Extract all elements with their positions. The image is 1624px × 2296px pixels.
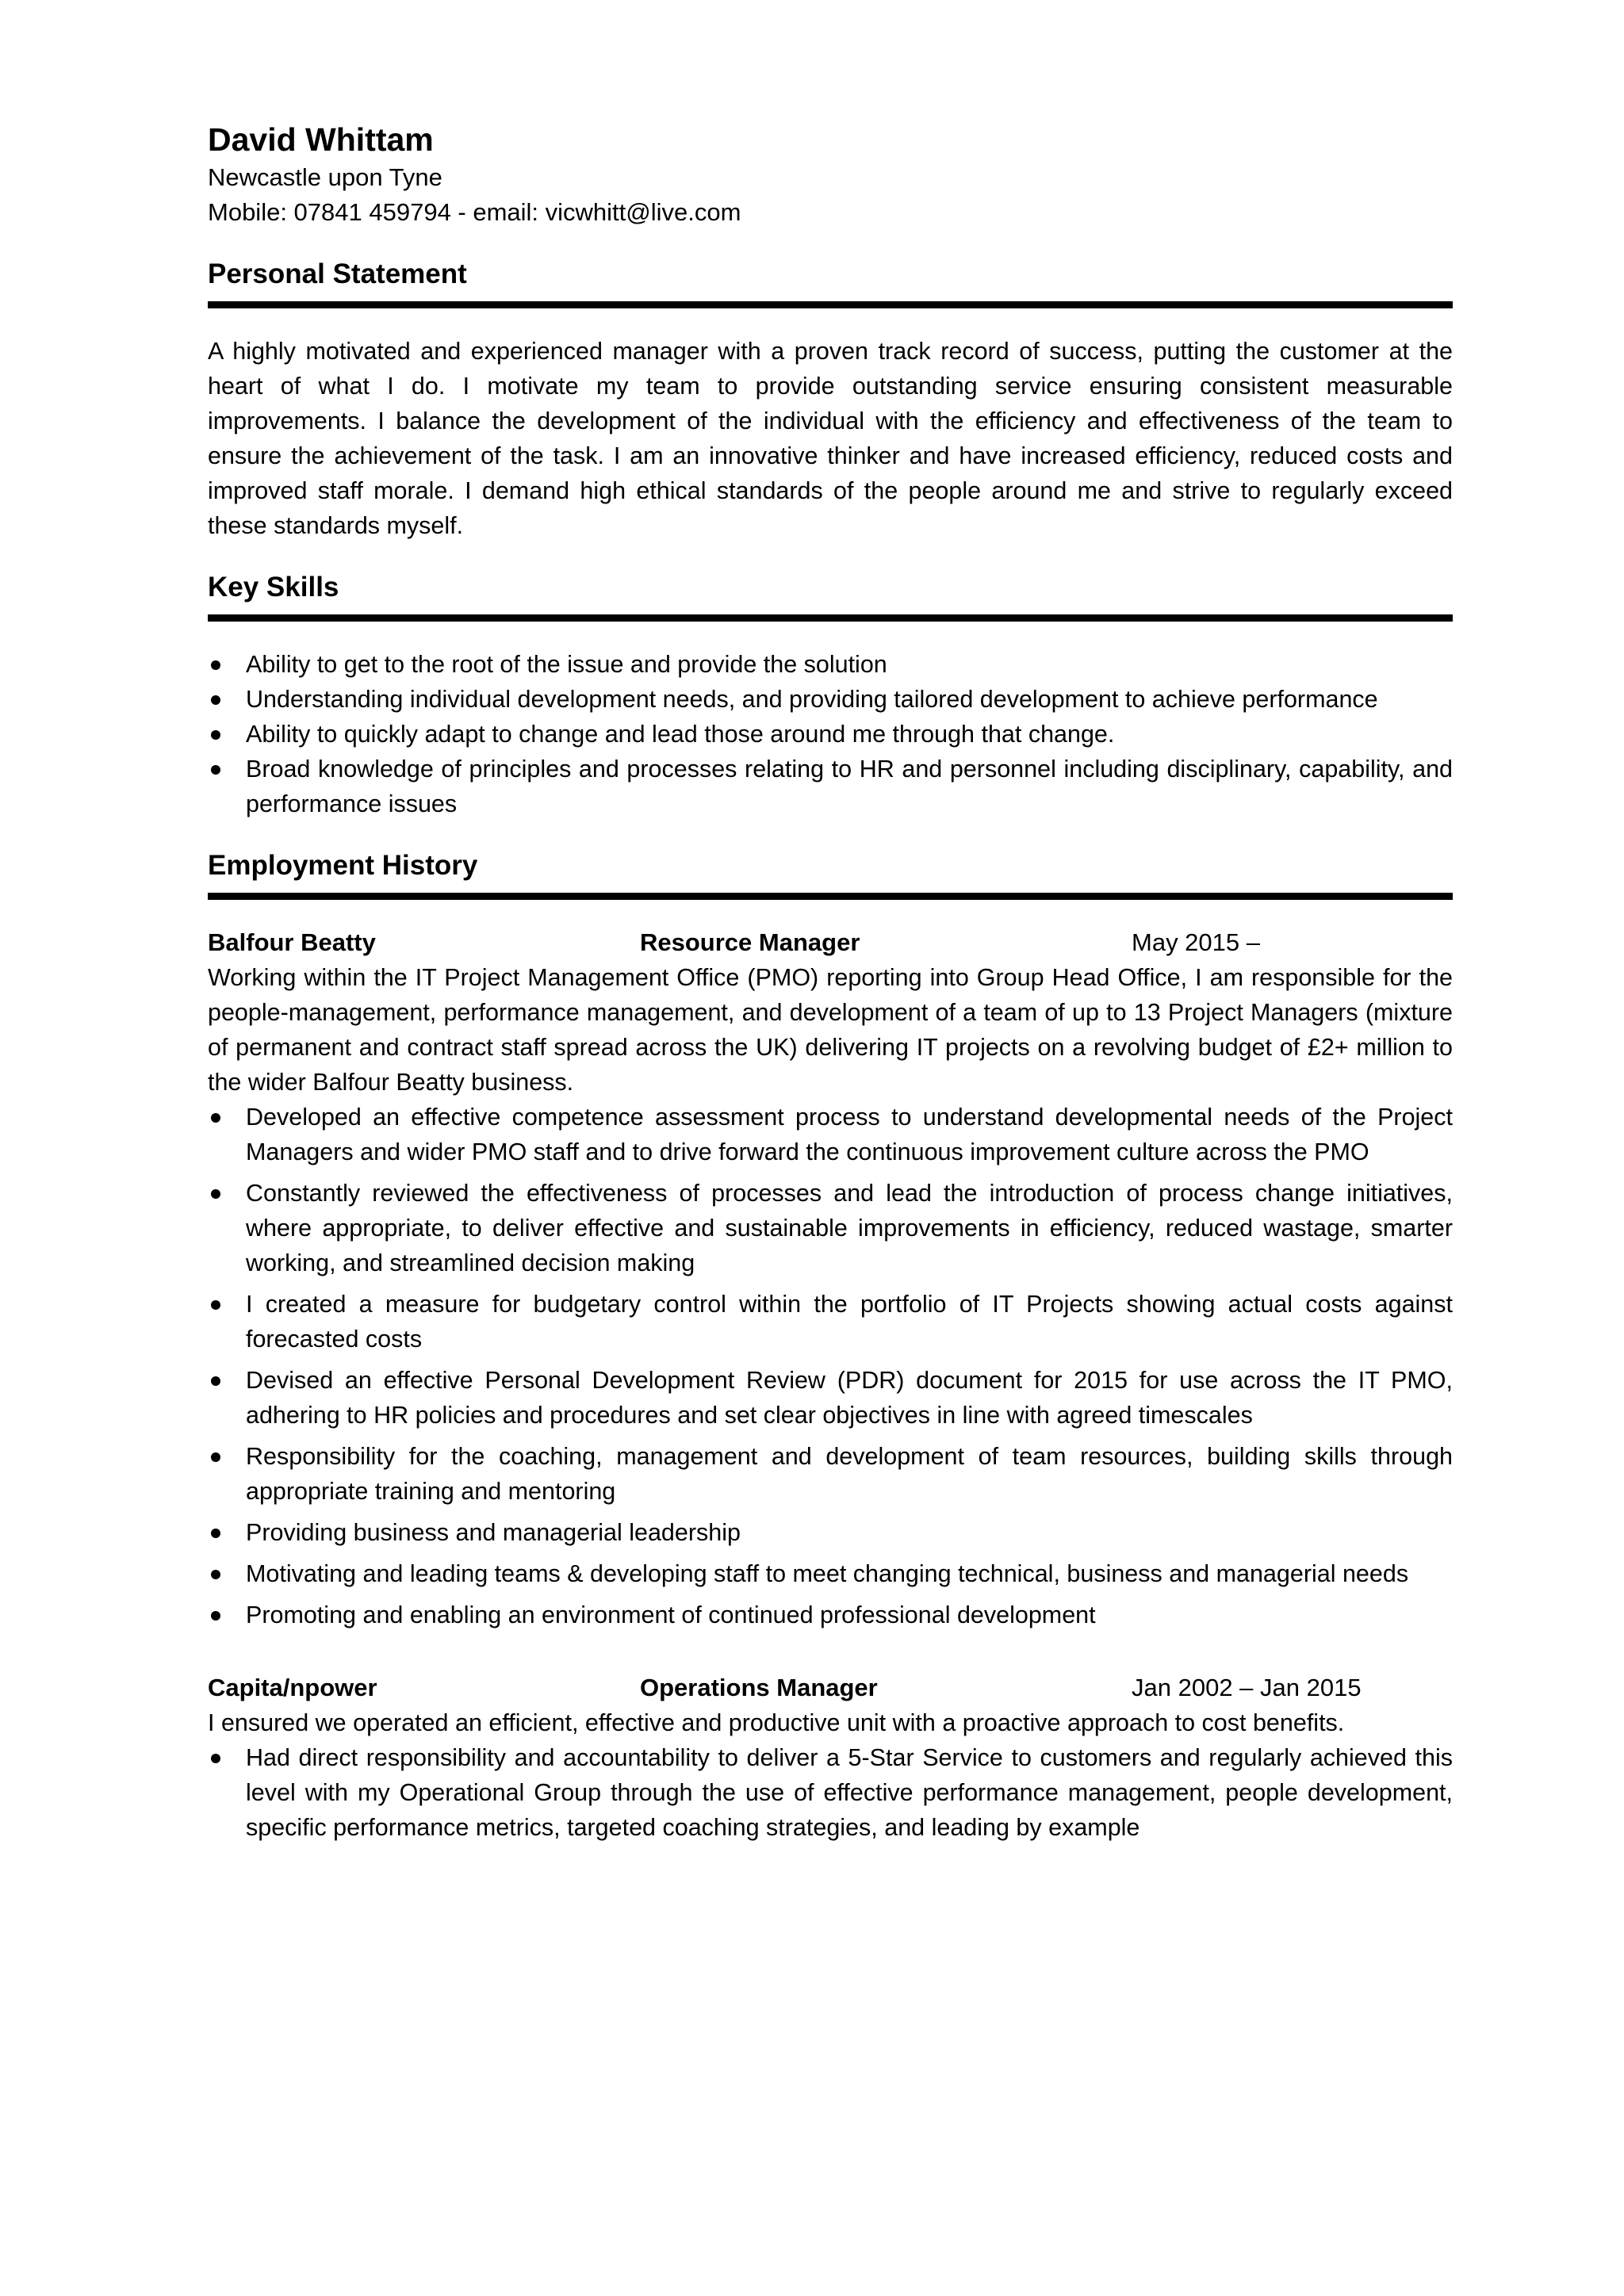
bullet-icon	[211, 1529, 220, 1538]
bullet-icon	[211, 765, 220, 775]
bullet-icon	[211, 660, 220, 670]
list-item: Ability to quickly adapt to change and lead those around me through that change.	[208, 717, 1453, 752]
job-role: Resource Manager	[640, 928, 860, 956]
key-skills-section	[208, 567, 1453, 821]
cv-header	[208, 119, 1453, 230]
job-header	[208, 925, 1453, 960]
list-item: Constantly reviewed the effectiveness of processes and lead the introduction of process change initiatives, where appropriate, to deliver effective and sustainable improvements in efficiency, reduced wastage, smarter working, and streamlined decision making	[208, 1176, 1453, 1280]
job-role: Operations Manager	[640, 1674, 878, 1701]
bullet-icon	[211, 1113, 220, 1123]
job-entry	[208, 925, 1453, 1632]
section-heading: Key Skills	[208, 572, 339, 603]
list-item: Providing business and managerial leadership	[208, 1515, 1453, 1550]
section-divider	[208, 614, 1453, 622]
bullet-icon	[211, 695, 220, 705]
candidate-name: David Whittam	[208, 121, 434, 158]
bullet-icon	[211, 1189, 220, 1199]
list-item: Promoting and enabling an environment of continued professional development	[208, 1598, 1453, 1632]
personal-statement-section	[208, 254, 1453, 543]
cv-page	[208, 119, 1453, 1845]
personal-statement-text: A highly motivated and experienced manager with a proven track record of success, putting the customer at the heart of what I do. I motivate my team to provide outstanding service ensuring consistent measurable improvements. I balance the development of the individual with the efficiency and effectiveness of the team to ensure the achievement of the task. I am an innovative thinker and have increased efficiency, reduced costs and improved staff morale. I demand high ethical standards of the people around me and strive to regularly exceed these standards myself.	[208, 338, 1453, 539]
job-dates: Jan 2002 – Jan 2015	[1132, 1674, 1362, 1701]
candidate-contact: Mobile: 07841 459794 - email: vicwhitt@live.com	[208, 198, 741, 226]
list-item: Developed an effective competence assessment process to understand developmental needs of the Project Managers and wider PMO staff and to drive forward the continuous improvement culture across the PMO	[208, 1100, 1453, 1169]
list-item: Motivating and leading teams & developing staff to meet changing technical, business and managerial needs	[208, 1556, 1453, 1591]
section-heading: Employment History	[208, 850, 478, 881]
section-divider	[208, 893, 1453, 900]
list-item: Devised an effective Personal Development Review (PDR) document for 2015 for use across the IT PMO, adhering to HR policies and procedures and set clear objectives in line with agreed timescales	[208, 1363, 1453, 1433]
job-company: Balfour Beatty	[208, 928, 376, 956]
employment-history-section	[208, 845, 1453, 1845]
job-dates: May 2015 –	[1132, 928, 1260, 956]
list-item: Broad knowledge of principles and processes relating to HR and personnel including disciplinary, capability, and performance issues	[208, 752, 1453, 821]
job-header	[208, 1670, 1453, 1705]
bullet-icon	[211, 1376, 220, 1386]
key-skills-list	[208, 647, 1453, 821]
bullet-icon	[211, 1611, 220, 1621]
job-achievements-list	[208, 1100, 1453, 1632]
bullet-icon	[211, 1754, 220, 1763]
list-item: Understanding individual development needs, and providing tailored development to achieve performance	[208, 682, 1453, 717]
bullet-icon	[211, 1570, 220, 1579]
bullet-icon	[211, 1452, 220, 1462]
section-heading: Personal Statement	[208, 258, 467, 289]
list-item: Had direct responsibility and accountability to deliver a 5-Star Service to customers and regularly achieved this level with my Operational Group through the use of effective performance management, people development, specific performance metrics, targeted coaching strategies, and leading by example	[208, 1740, 1453, 1845]
job-summary: Working within the IT Project Management Office (PMO) reporting into Group Head Office, I am responsible for the people-management, performance management, and development of a team of up to 13 Project Managers (mixture of permanent and contract staff spread across the UK) delivering IT projects on a revolving budget of £2+ million to the wider Balfour Beatty business.	[208, 964, 1453, 1096]
list-item: Ability to get to the root of the issue and provide the solution	[208, 647, 1453, 682]
list-item: I created a measure for budgetary control within the portfolio of IT Projects showing actual costs against forecasted costs	[208, 1287, 1453, 1357]
bullet-icon	[211, 1300, 220, 1310]
job-entry	[208, 1670, 1453, 1845]
list-item: Responsibility for the coaching, management and development of team resources, building skills through appropriate training and mentoring	[208, 1439, 1453, 1509]
candidate-location: Newcastle upon Tyne	[208, 163, 442, 191]
job-company: Capita/npower	[208, 1674, 377, 1701]
job-summary: I ensured we operated an efficient, effective and productive unit with a proactive approach to cost benefits.	[208, 1709, 1345, 1736]
section-divider	[208, 301, 1453, 308]
bullet-icon	[211, 730, 220, 740]
job-achievements-list	[208, 1740, 1453, 1845]
